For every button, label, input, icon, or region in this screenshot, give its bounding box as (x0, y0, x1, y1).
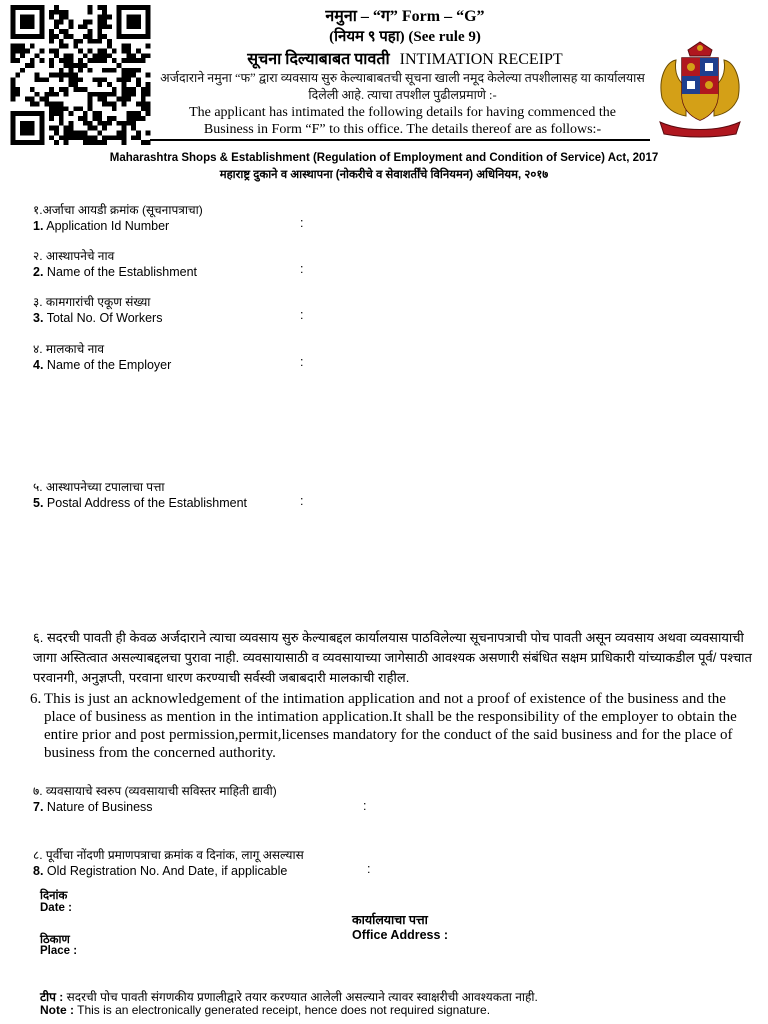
intro-text-mr: अर्जदाराने नमुना “फ” द्वारा व्यवसाय सुरु केल्याबाबतची सूचना खाली नमूद केलेल्या तपशीलासह या कार्यालयास दिलेली आहे. त्याचा तपशील पुढीलप्रमाणे :- (160, 71, 645, 102)
field-number: 2. (33, 265, 44, 279)
field-nature-of-business (33, 782, 277, 814)
disclaimer-number: 6. (30, 691, 42, 707)
note-label-mr: टीप : (40, 990, 64, 1004)
emblem-crest (688, 42, 712, 56)
field-label-mr: ४. मालकाचे नाव (33, 342, 105, 356)
disclaimer-mr: ६. सदरची पावती ही केवळ अर्जदाराने त्याचा व्यवसाय सुरु केल्याबद्दल कार्यालयास पाठविलेल्या सूचनापत्राची पोच पावती असून व्यवसाय अथवा व्यवसायाची जागा अस्तित्वात असल्याबद्दलचा पुरावा नाही. व्यवसायासाठी व व्यवसायाच्या जागेसाठी आवश्यक असणारी संबंधित सक्षम प्राधिकारी यांच्याकडील पूर्व/ पश्चात परवानगी, अनुज्ञप्ती, परवाना धारण करण्याची सर्वस्वी जबाबदारी मालकाची राहील. (33, 630, 752, 685)
note-en (40, 1003, 490, 1017)
document-title-mr: सूचना दिल्याबाबत पावती (247, 51, 390, 68)
field-number: 8. (33, 864, 44, 878)
field-separator: : (367, 862, 371, 876)
field-separator: : (300, 262, 304, 276)
field-label-en: Total No. Of Workers (46, 311, 163, 325)
field-label-en: Name of the Establishment (46, 265, 197, 279)
field-number: 3. (33, 311, 44, 325)
field-employer-name (33, 340, 171, 372)
field-label-en: Name of the Employer (46, 358, 172, 372)
field-label-mr: ७. व्यवसायाचे स्वरुप (व्यवसायाची सविस्तर माहिती द्यावी) (33, 784, 277, 798)
field-separator: : (300, 355, 304, 369)
rule-reference: (नियम ९ पहा) (See rule 9) (329, 29, 481, 45)
disclaimer-en (30, 690, 760, 762)
field-label-en: Old Registration No. And Date, if applicable (46, 864, 288, 878)
field-label-mr: १.अर्जाचा आयडी क्रमांक (सूचनापत्राचा) (33, 203, 203, 217)
field-total-workers (33, 293, 162, 325)
intro-text-en-line1: The applicant has intimated the following details for having commenced the (189, 105, 616, 120)
field-label-en: Application Id Number (46, 219, 170, 233)
field-number: 7. (33, 800, 44, 814)
field-label-mr: २. आस्थापनेचे नाव (33, 249, 115, 263)
field-label-mr: ८. पूर्वीचा नोंदणी प्रमाणपत्राचा क्रमांक व दिनांक, लागू असल्यास (33, 848, 304, 862)
field-separator: : (363, 799, 367, 813)
field-separator: : (300, 216, 304, 230)
field-number: 1. (33, 219, 44, 233)
field-label-en: Postal Address of the Establishment (46, 496, 248, 510)
field-label-mr: ३. कामगारांची एकूण संख्या (33, 295, 151, 309)
municipal-corporation-emblem (652, 38, 748, 138)
field-separator: : (300, 494, 304, 508)
act-title-mr: महाराष्ट्र दुकाने व आस्थापना (नोकरीचे व सेवाशर्तींचे विनियमन) अधिनियम, २०१७ (219, 169, 549, 181)
intro-text-en (155, 104, 650, 138)
field-label-mr: ५. आस्थापनेच्या टपालाचा पत्ता (33, 480, 165, 494)
emblem-shield (682, 58, 718, 120)
header-divider (150, 139, 650, 141)
date-label-mr: दिनांक (40, 890, 68, 902)
field-application-id (33, 201, 203, 233)
field-number: 4. (33, 358, 44, 372)
qr-code (8, 5, 153, 145)
field-label-en: Nature of Business (46, 800, 153, 814)
field-postal-address (33, 478, 247, 510)
form-number: नमुना – “ग” Form – “G” (325, 8, 485, 25)
place-label-en: Place : (40, 945, 78, 957)
field-number: 5. (33, 496, 44, 510)
emblem-ribbon (660, 122, 740, 137)
date-label-en: Date : (40, 902, 72, 914)
act-title-en: Maharashtra Shops & Establishment (Regulation of Employment and Condition of Service) Act, 2017 (109, 152, 659, 164)
document-title (170, 47, 640, 69)
field-separator: : (300, 308, 304, 322)
field-old-registration (33, 846, 304, 878)
intro-text-en-line2: Business in Form “F” to this office. The details thereof are as follows:- (203, 122, 602, 137)
disclaimer-text-en: This is just an acknowledgement of the intimation application and not a proof of existence of the business and the place of business as mention in the intimation application.It shall be the responsibility of the employer to obtain the entire prior and post permission,permit,licenses mandatory for the conduct of the said business and for the place of business from the concerned authority. (44, 691, 737, 761)
field-establishment-name (33, 247, 197, 279)
office-address-label-en: Office Address : (352, 928, 449, 942)
office-address-label-mr: कार्यालयाचा पत्ता (352, 913, 428, 927)
note-text-mr: सदरची पोच पावती संगणकीय प्रणालीद्वारे तयार करण्यात आलेली असल्याने त्यावर स्वाक्षरीची आवश्यकता नाही. (63, 990, 538, 1004)
place-label-mr: ठिकाण (40, 934, 70, 946)
document-title-en: INTIMATION RECEIPT (399, 51, 563, 68)
note-text-en: This is an electronically generated receipt, hence does not required signature. (74, 1003, 491, 1017)
note-label-en: Note : (40, 1003, 74, 1017)
